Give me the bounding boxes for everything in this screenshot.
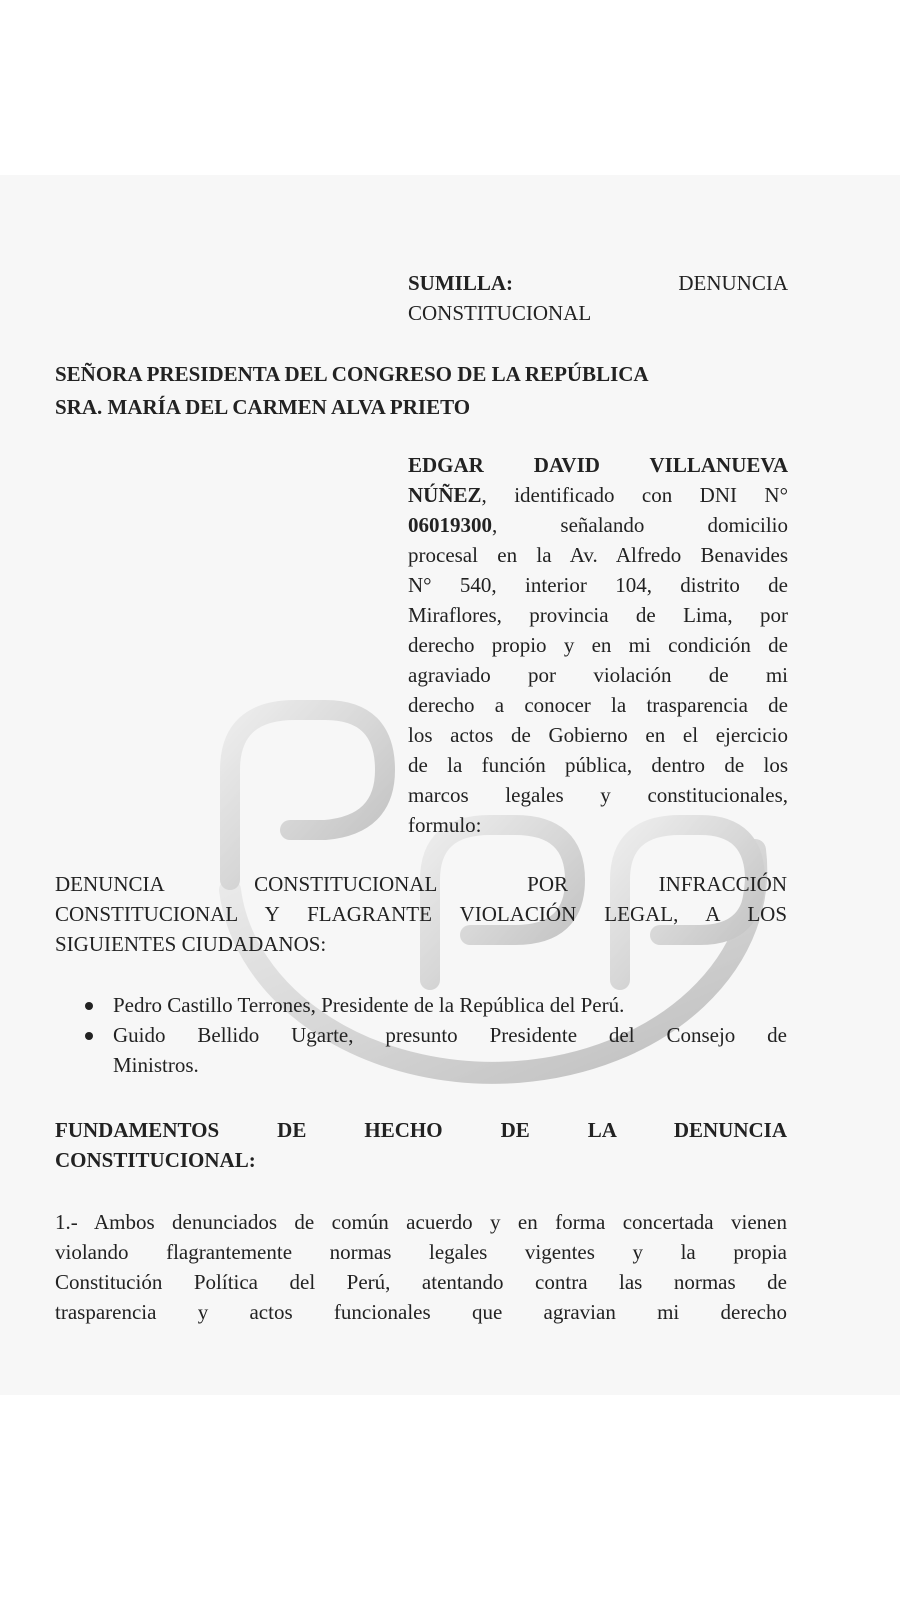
intro-line: derecho propio y en mi condición de [408,633,788,657]
intro-line-text: , señalando domicilio [492,513,788,537]
accused-list [55,990,787,1080]
paragraph-line: trasparencia y actos funcionales que agravian mi derecho [55,1300,787,1324]
addressee-line2: SRA. MARÍA DEL CARMEN ALVA PRIETO [55,395,471,419]
intro-line-text: , identificado con DNI N° [481,483,788,507]
intro-line: procesal en la Av. Alfredo Benavides [408,543,788,567]
paragraph-line: 1.- Ambos denunciados de común acuerdo y en forma concertada vienen [55,1210,787,1234]
sumilla-value-line2: CONSTITUCIONAL [408,301,592,325]
sumilla-label: SUMILLA: [408,271,514,295]
list-item-text: Guido Bellido Ugarte, presunto Presidente del Consejo de [113,1023,787,1047]
intro-line: derecho a conocer la trasparencia de [408,693,788,717]
intro-line: de la función pública, dentro de los [408,753,788,777]
denuncia-line: SIGUIENTES CIUDADANOS: [55,932,327,956]
intro-line: marcos legales y constitucionales, [408,783,788,807]
denuncia-line: DENUNCIA CONSTITUCIONAL POR INFRACCIÓN [55,872,787,896]
dni-number: 06019300 [408,513,492,537]
bullet-icon [85,1032,93,1040]
intro-line: N° 540, interior 104, distrito de [408,573,788,597]
bullet-icon [85,1002,93,1010]
intro-line: Miraflores, provincia de Lima, por [408,603,788,627]
paragraph-line: Constitución Política del Perú, atentando contra las normas de [55,1270,787,1294]
list-item [55,1020,787,1080]
sumilla-block [408,268,788,328]
intro-line: los actos de Gobierno en el ejercicio [408,723,788,747]
fundamentos-line: FUNDAMENTOS DE HECHO DE LA DENUNCIA [55,1118,787,1142]
complainant-surname: NÚÑEZ [408,483,482,507]
list-item-text: Ministros. [113,1053,199,1077]
paragraph-1 [55,1207,787,1327]
paragraph-line: violando flagrantemente normas legales vigentes y la propia [55,1240,787,1264]
denuncia-heading [55,869,787,959]
complainant-name-line: EDGAR DAVID VILLANUEVA [408,453,788,477]
addressee-block [55,358,795,424]
intro-line: agraviado por violación de mi [408,663,788,687]
denuncia-line: CONSTITUCIONAL Y FLAGRANTE VIOLACIÓN LEGAL, A LOS [55,902,787,926]
complainant-paragraph [408,450,788,840]
intro-line [408,480,788,510]
list-item-text: Pedro Castillo Terrones, Presidente de la República del Perú. [113,993,625,1017]
sumilla-value-line1: DENUNCIA [678,271,788,295]
intro-line [408,510,788,540]
fundamentos-heading [55,1115,787,1175]
addressee-line1: SEÑORA PRESIDENTA DEL CONGRESO DE LA REPÚBLICA [55,362,649,386]
list-item [55,990,787,1020]
intro-line: formulo: [408,813,482,837]
fundamentos-line: CONSTITUCIONAL: [55,1148,256,1172]
